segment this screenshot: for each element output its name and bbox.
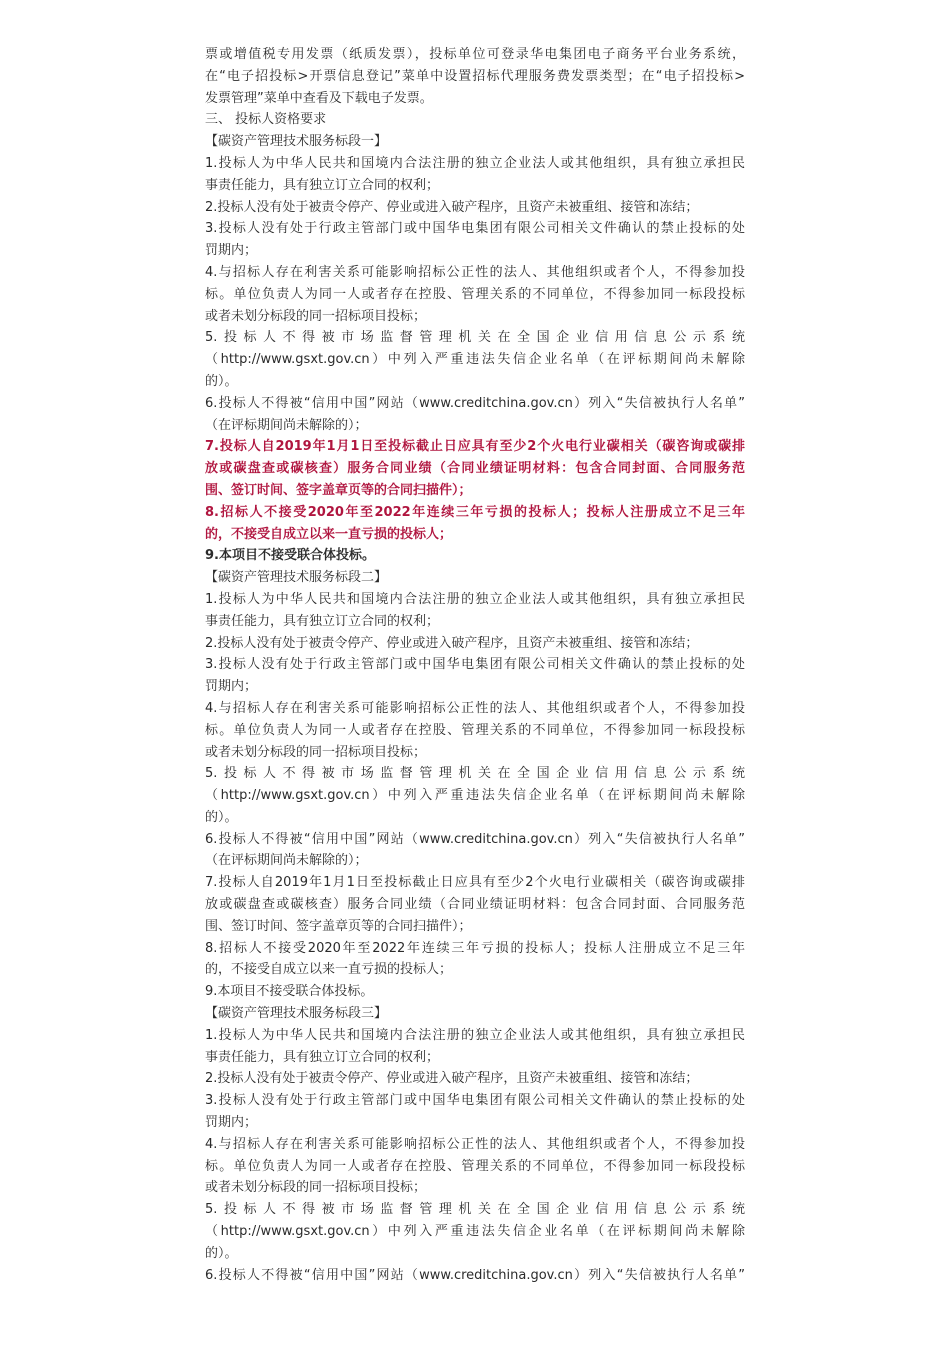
requirement-line: 事责任能力，具有独立订立合同的权利；: [205, 1049, 440, 1065]
requirement-line: 5.投标人不得被市场监督管理机关在全国企业信用信息公示系统: [205, 766, 745, 782]
requirement-line: 2.投标人没有处于被责令停产、停业或进入破产程序，且资产未被重组、接管和冻结；: [205, 199, 699, 215]
requirement-line: 6.投标人不得被“信用中国”网站（www.creditchina.gov.cn）列入“失信被执行人名单”: [205, 831, 745, 847]
section-title: 三、 投标人资格要求: [205, 112, 327, 128]
requirement-line: 标。单位负责人为同一人或者存在控股、管理关系的不同单位，不得参加同一标段投标: [205, 1158, 745, 1174]
requirement-line: 或者未划分标段的同一招标项目投标；: [205, 1180, 427, 1196]
requirement-line: 罚期内；: [205, 1115, 258, 1131]
requirement-line: 7.投标人自2019年1月1日至投标截止日应具有至少2个火电行业碳相关（碳咨询或碳排: [205, 875, 745, 891]
bold-requirement-line: 9.本项目不接受联合体投标。: [205, 548, 375, 564]
requirement-line: 的）。: [205, 809, 238, 825]
requirement-line: 事责任能力，具有独立订立合同的权利；: [205, 177, 440, 193]
requirement-line: 5.投标人不得被市场监督管理机关在全国企业信用信息公示系统: [205, 330, 745, 346]
requirement-line: 3.投标人没有处于行政主管部门或中国华电集团有限公司相关文件确认的禁止投标的处: [205, 1093, 745, 1109]
requirement-line: 3.投标人没有处于行政主管部门或中国华电集团有限公司相关文件确认的禁止投标的处: [205, 657, 745, 673]
highlight-requirement-line: 围、签订时间、签字盖章页等的合同扫描件）；: [205, 482, 472, 498]
requirement-line: 5.投标人不得被市场监督管理机关在全国企业信用信息公示系统: [205, 1202, 745, 1218]
requirement-line: 1.投标人为中华人民共和国境内合法注册的独立企业法人或其他组织，具有独立承担民: [205, 1027, 745, 1043]
requirement-line: 2.投标人没有处于被责令停产、停业或进入破产程序，且资产未被重组、接管和冻结；: [205, 635, 699, 651]
requirement-line: 4.与招标人存在利害关系可能影响招标公正性的法人、其他组织或者个人，不得参加投: [205, 700, 745, 716]
requirement-line: 的，不接受自成立以来一直亏损的投标人；: [205, 962, 453, 978]
lot2-header: 【碳资产管理技术服务标段二】: [205, 570, 388, 586]
document-page: [205, 44, 745, 1286]
requirement-line: （http://www.gsxt.gov.cn）中列入严重违法失信企业名单（在评标期间尚未解除: [205, 352, 745, 368]
requirement-line: 标。单位负责人为同一人或者存在控股、管理关系的不同单位，不得参加同一标段投标: [205, 286, 745, 302]
requirement-line: 3.投标人没有处于行政主管部门或中国华电集团有限公司相关文件确认的禁止投标的处: [205, 221, 745, 237]
requirement-line: 4.与招标人存在利害关系可能影响招标公正性的法人、其他组织或者个人，不得参加投: [205, 264, 745, 280]
intro-line: 在“电子招投标>开票信息登记”菜单中设置招标代理服务费发票类型；在“电子招投标>: [205, 68, 745, 84]
requirement-line: 4.与招标人存在利害关系可能影响招标公正性的法人、其他组织或者个人，不得参加投: [205, 1136, 745, 1152]
requirement-line: 的）。: [205, 1245, 238, 1261]
requirement-line: 2.投标人没有处于被责令停产、停业或进入破产程序，且资产未被重组、接管和冻结；: [205, 1071, 699, 1087]
lot3-header: 【碳资产管理技术服务标段三】: [205, 1006, 388, 1022]
requirement-line: 6.投标人不得被“信用中国”网站（www.creditchina.gov.cn）列入“失信被执行人名单”: [205, 395, 745, 411]
requirement-line: 围、签订时间、签字盖章页等的合同扫描件）；: [205, 918, 472, 934]
requirement-line: 9.本项目不接受联合体投标。: [205, 984, 374, 1000]
highlight-requirement-line: 的，不接受自成立以来一直亏损的投标人；: [205, 526, 453, 542]
requirement-line: 放或碳盘查或碳核查）服务合同业绩（合同业绩证明材料：包含合同封面、合同服务范: [205, 897, 745, 913]
requirement-line: 8.招标人不接受2020年至2022年连续三年亏损的投标人；投标人注册成立不足三年: [205, 940, 745, 956]
highlight-requirement-line: 8.招标人不接受2020年至2022年连续三年亏损的投标人；投标人注册成立不足三年: [205, 504, 745, 520]
requirement-line: 1.投标人为中华人民共和国境内合法注册的独立企业法人或其他组织，具有独立承担民: [205, 155, 745, 171]
requirement-line: 罚期内；: [205, 243, 258, 259]
requirement-line: 1.投标人为中华人民共和国境内合法注册的独立企业法人或其他组织，具有独立承担民: [205, 591, 745, 607]
requirement-line: （在评标期间尚未解除的）；: [205, 853, 368, 869]
requirement-line: 的）。: [205, 373, 238, 389]
requirement-line: 6.投标人不得被“信用中国”网站（www.creditchina.gov.cn）列入“失信被执行人名单”: [205, 1267, 745, 1283]
requirement-line: 事责任能力，具有独立订立合同的权利；: [205, 613, 440, 629]
requirement-line: 标。单位负责人为同一人或者存在控股、管理关系的不同单位，不得参加同一标段投标: [205, 722, 745, 738]
requirement-line: 或者未划分标段的同一招标项目投标；: [205, 308, 427, 324]
highlight-requirement-line: 7.投标人自2019年1月1日至投标截止日应具有至少2个火电行业碳相关（碳咨询或碳排: [205, 439, 745, 455]
requirement-line: 罚期内；: [205, 679, 258, 695]
intro-line: 发票管理”菜单中查看及下载电子发票。: [205, 90, 433, 106]
intro-line: 票或增值税专用发票（纸质发票），投标单位可登录华电集团电子商务平台业务系统，: [205, 47, 745, 62]
requirement-line: 或者未划分标段的同一招标项目投标；: [205, 744, 427, 760]
requirement-line: （在评标期间尚未解除的）；: [205, 417, 368, 433]
requirement-line: （http://www.gsxt.gov.cn）中列入严重违法失信企业名单（在评标期间尚未解除: [205, 788, 745, 804]
highlight-requirement-line: 放或碳盘查或碳核查）服务合同业绩（合同业绩证明材料：包含合同封面、合同服务范: [205, 461, 745, 477]
requirement-line: （http://www.gsxt.gov.cn）中列入严重违法失信企业名单（在评标期间尚未解除: [205, 1224, 745, 1240]
lot1-header: 【碳资产管理技术服务标段一】: [205, 134, 388, 150]
